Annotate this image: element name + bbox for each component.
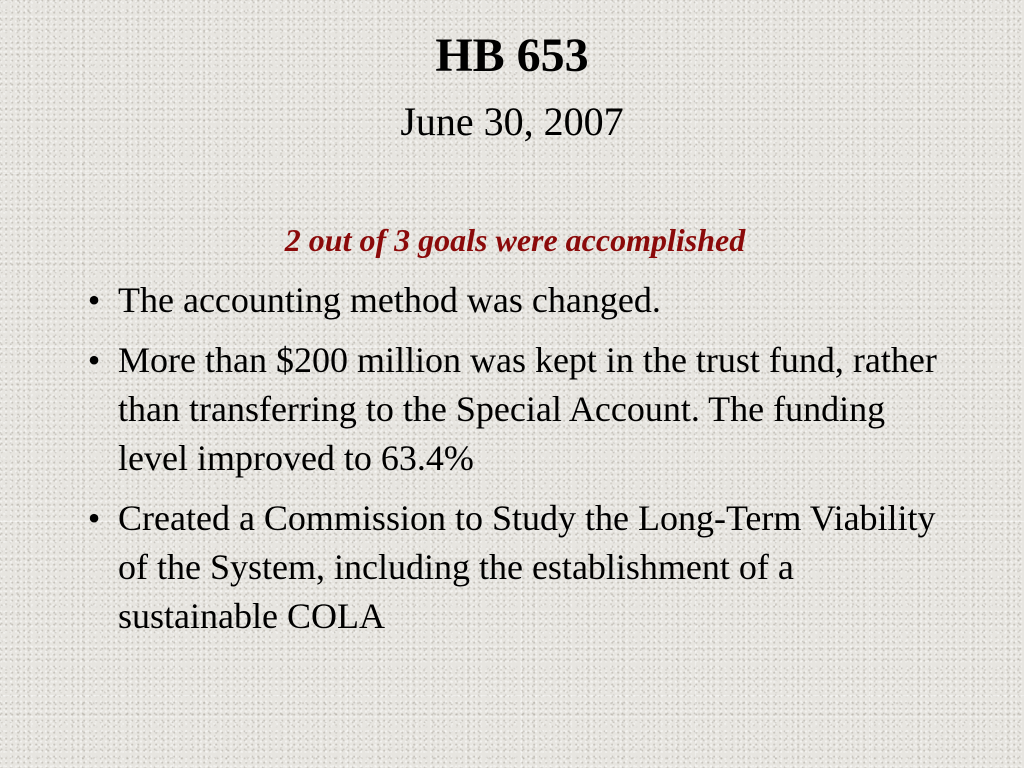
bullet-icon: •	[87, 280, 101, 320]
bullet-text: More than $200 million was kept in the trust fund, rather than transferring to the Special Account. The funding level improved to 63.4%	[118, 340, 937, 478]
bullet-text: The accounting method was changed.	[118, 280, 661, 320]
bullet-item	[0, 494, 1024, 641]
slide-date: June 30, 2007	[400, 99, 624, 144]
bullet-text: Created a Commission to Study the Long-Term Viability of the System, including the establishment of a sustainable COLA	[118, 498, 936, 636]
bullet-icon: •	[87, 498, 101, 538]
bullet-icon: •	[87, 340, 101, 380]
bullet-item	[0, 276, 1024, 325]
bullet-list	[0, 276, 1024, 652]
goals-summary: 2 out of 3 goals were accomplished	[284, 222, 746, 258]
bullet-item	[0, 336, 1024, 483]
slide-title: HB 653	[435, 29, 589, 82]
